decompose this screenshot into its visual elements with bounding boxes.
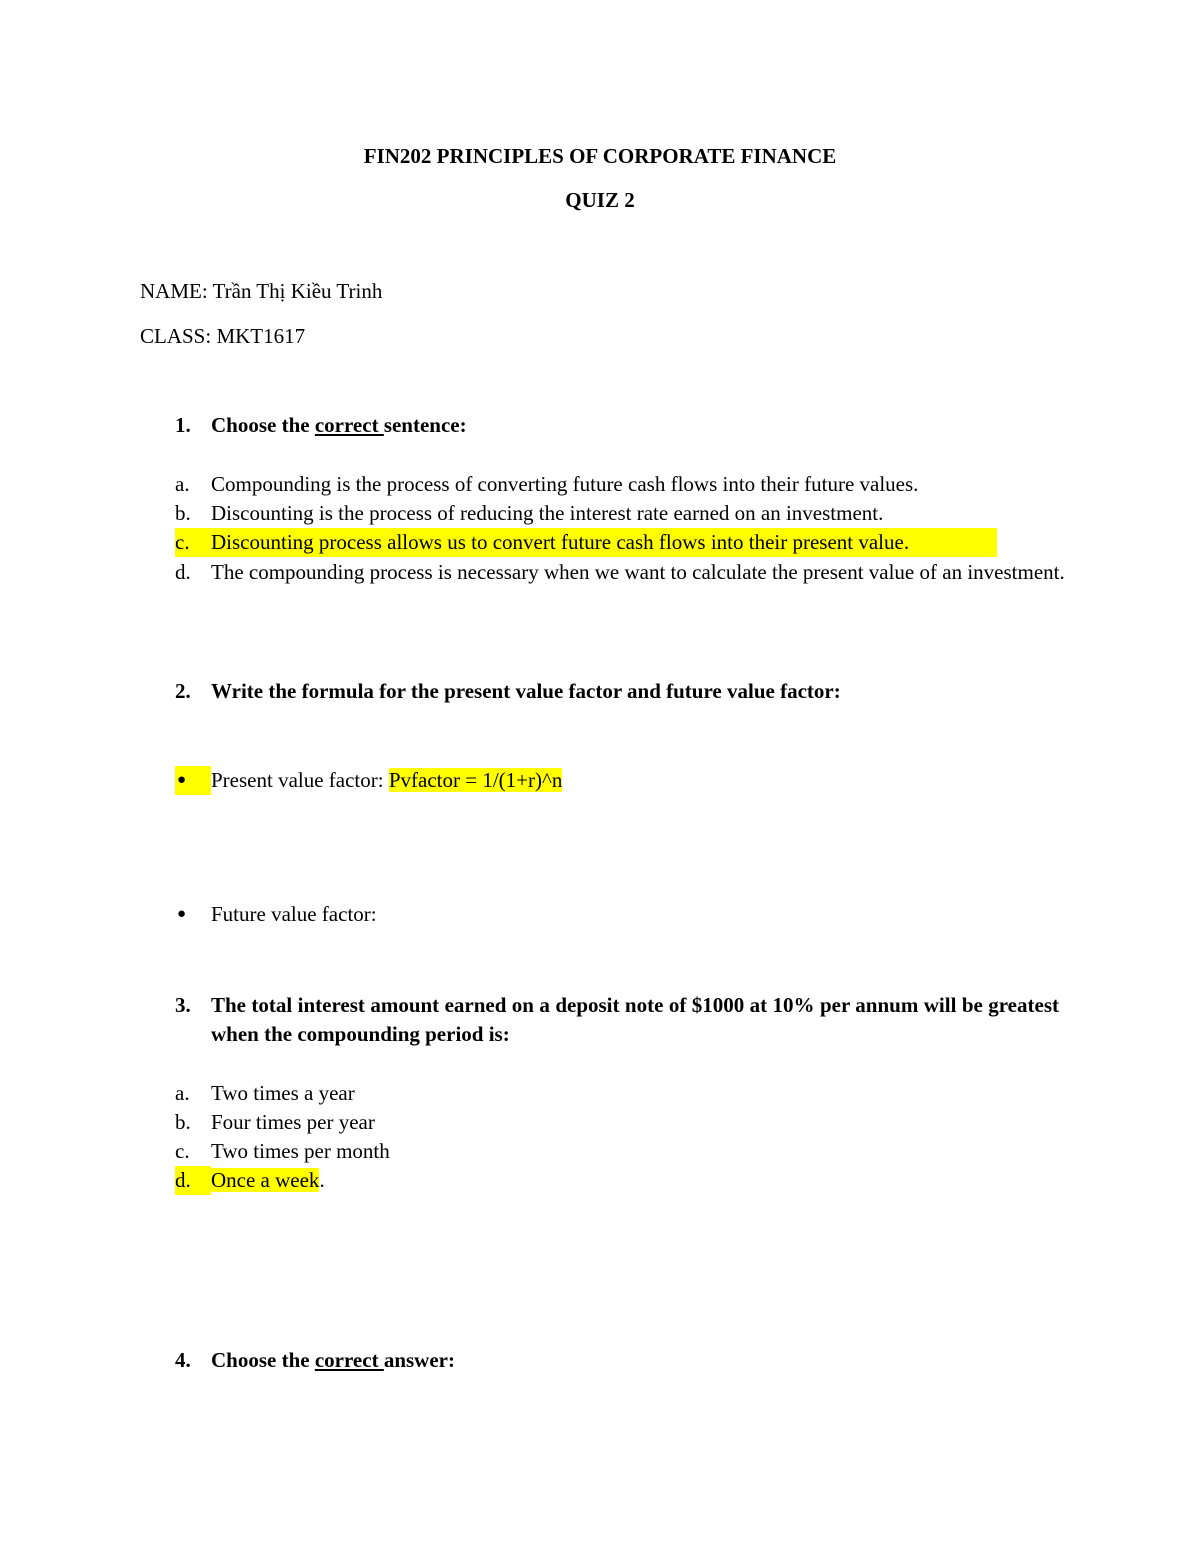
q3-option-b-letter: b. xyxy=(175,1110,191,1134)
question-1-text xyxy=(211,411,1071,440)
q1-option-c-text: Discounting process allows us to convert future cash flows into their present value. xyxy=(211,530,910,554)
question-1-suffix: sentence: xyxy=(383,413,467,437)
student-class: CLASS: MKT1617 xyxy=(140,324,306,348)
fv-bullet-icon: ● xyxy=(177,906,187,922)
q1-option-b-letter: b. xyxy=(175,501,191,525)
question-4-number: 4. xyxy=(175,1348,191,1372)
question-4-underlined: correct xyxy=(314,1348,384,1372)
pv-factor-line xyxy=(211,766,1071,795)
pv-factor-formula: Pvfactor = 1/(1+r)^n xyxy=(388,768,563,792)
q3-option-d-period: . xyxy=(319,1168,325,1192)
q3-option-c-letter: c. xyxy=(175,1139,190,1163)
q3-option-a-text: Two times a year xyxy=(211,1081,355,1105)
q1-option-d-text: The compounding process is necessary when we want to calculate the present value of an investment. xyxy=(211,560,1065,584)
question-1-underlined: correct xyxy=(314,413,384,437)
student-name: NAME: Trần Thị Kiều Trinh xyxy=(140,279,383,303)
document-title: FIN202 PRINCIPLES OF CORPORATE FINANCE xyxy=(363,144,837,168)
question-1-prefix: Choose the xyxy=(211,413,315,437)
q1-option-d-letter: d. xyxy=(175,560,191,584)
question-3-text: The total interest amount earned on a deposit note of $1000 at 10% per annum will be greatest when the compounding period is: xyxy=(211,993,1059,1046)
q3-option-a-letter: a. xyxy=(175,1081,190,1105)
pv-factor-label: Present value factor: xyxy=(211,768,389,792)
question-4-suffix: answer: xyxy=(383,1348,455,1372)
question-4-text xyxy=(211,1346,1071,1375)
q1-option-a-letter: a. xyxy=(175,472,190,496)
question-1-number: 1. xyxy=(175,413,191,437)
q1-option-a-text: Compounding is the process of converting future cash flows into their future values. xyxy=(211,472,919,496)
question-2-number: 2. xyxy=(175,679,191,703)
question-4-prefix: Choose the xyxy=(211,1348,315,1372)
q1-option-b-text: Discounting is the process of reducing the interest rate earned on an investment. xyxy=(211,501,884,525)
q3-option-b-text: Four times per year xyxy=(211,1110,375,1134)
q3-option-d-text: Once a week xyxy=(211,1168,320,1192)
document-subtitle: QUIZ 2 xyxy=(565,188,635,212)
q1-option-c-letter: c. xyxy=(175,530,190,554)
q3-option-d-line xyxy=(211,1166,1071,1195)
pv-bullet-icon: ● xyxy=(177,772,187,788)
q3-option-c-text: Two times per month xyxy=(211,1139,390,1163)
question-3-number: 3. xyxy=(175,993,191,1017)
fv-factor-label: Future value factor: xyxy=(211,902,377,926)
question-2-text: Write the formula for the present value factor and future value factor: xyxy=(211,679,841,703)
q3-option-d-letter: d. xyxy=(175,1168,191,1192)
